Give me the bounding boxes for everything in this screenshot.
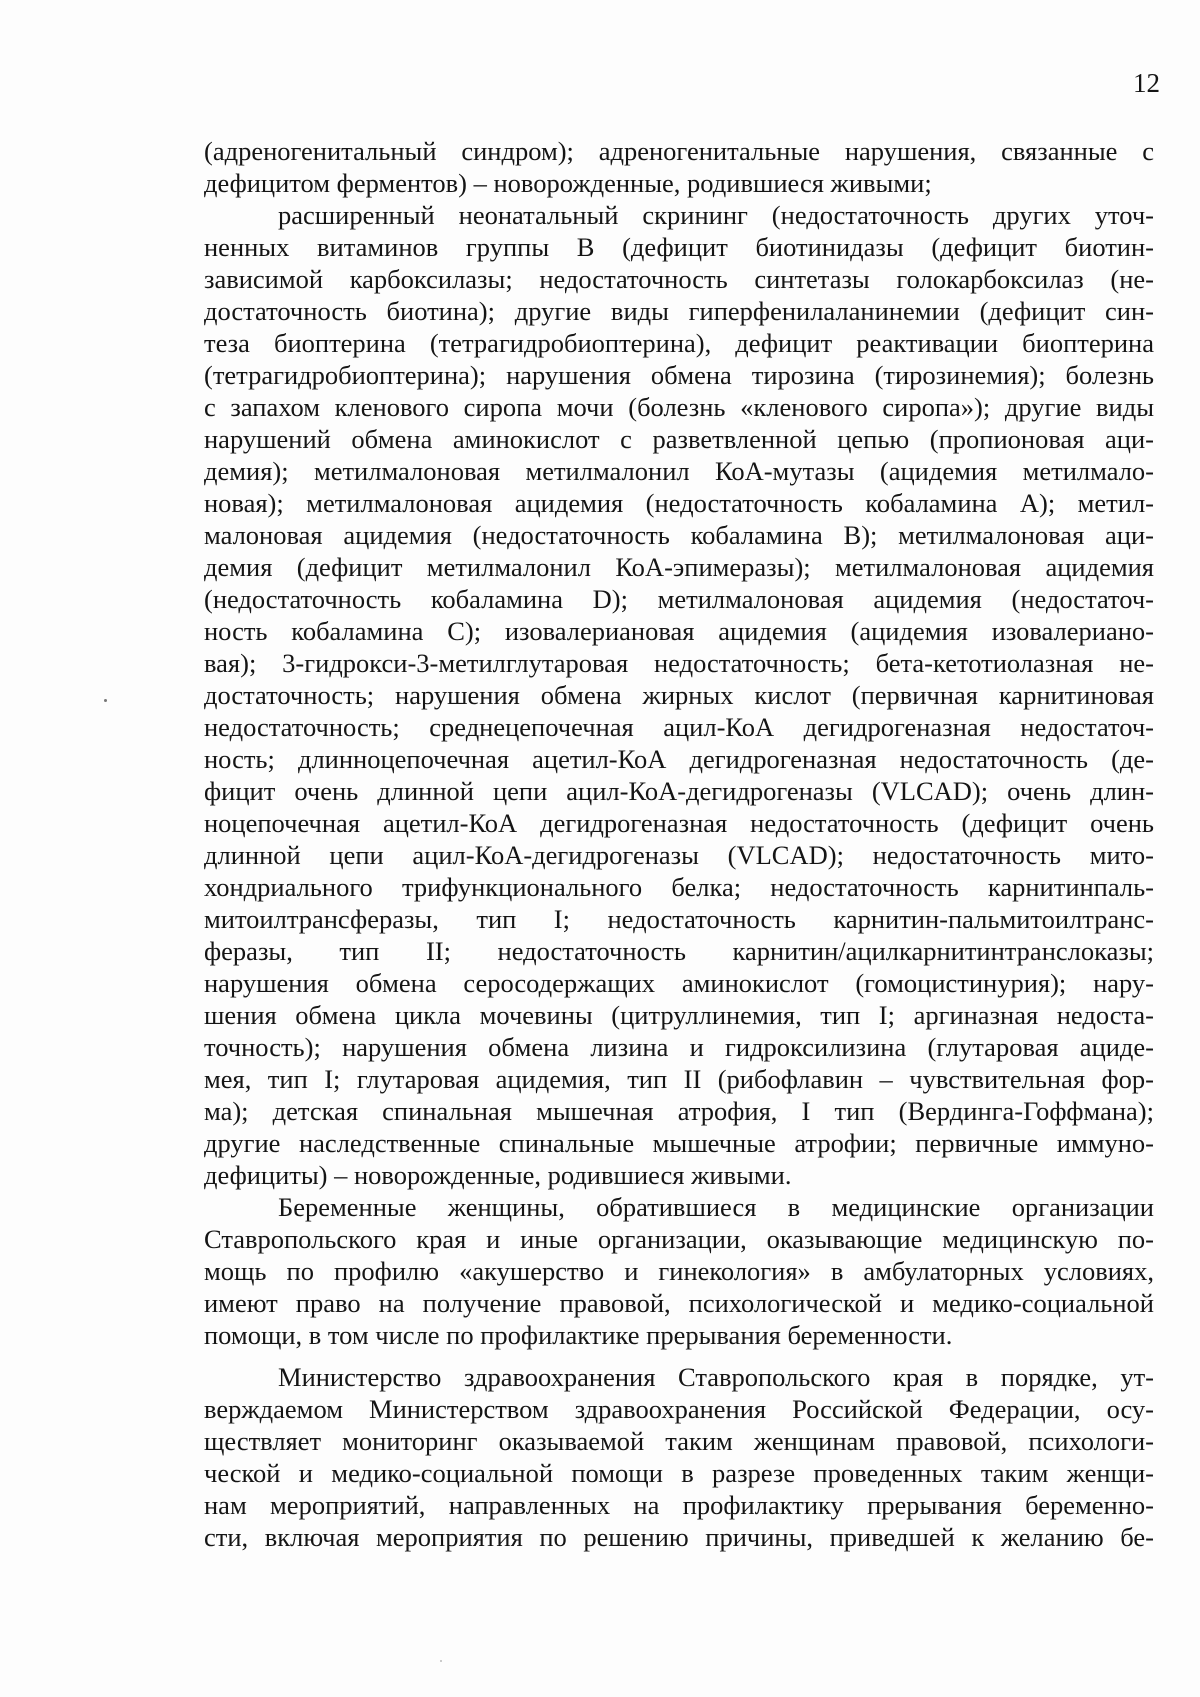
text-line: Ставропольского края и иные организации, оказывающие медицинскую по- bbox=[204, 1224, 1154, 1254]
scan-speck bbox=[104, 699, 107, 702]
text-line: митоилтрансферазы, тип I; недостаточность карнитин-пальмитоилтранс- bbox=[204, 904, 1154, 934]
text-line: сти, включая мероприятия по решению причины, приведшей к желанию бе- bbox=[204, 1522, 1154, 1552]
text-line: другие наследственные спинальные мышечные атрофии; первичные иммуно- bbox=[204, 1128, 1154, 1158]
text-line: демия (дефицит метилмалонил КоА-эпимеразы); метилмалоновая ацидемия bbox=[204, 552, 1154, 582]
text-line: демия); метилмалоновая метилмалонил КоА-мутазы (ацидемия метилмало- bbox=[204, 456, 1154, 486]
text-line: хондриального трифункционального белка; недостаточность карнитинпаль- bbox=[204, 872, 1154, 902]
text-line: ненных витаминов группы В (дефицит биотинидазы (дефицит биотин- bbox=[204, 232, 1154, 262]
text-line: (тетрагидробиоптерина); нарушения обмена тирозина (тирозинемия); болезнь bbox=[204, 360, 1154, 390]
text-line: имеют право на получение правовой, психологической и медико-социальной bbox=[204, 1288, 1154, 1318]
text-line: верждаемом Министерством здравоохранения Российской Федерации, осу- bbox=[204, 1394, 1154, 1424]
text-line: фицит очень длинной цепи ацил-КоА-дегидрогеназы (VLCAD); очень длин- bbox=[204, 776, 1154, 806]
text-line: расширенный неонатальный скрининг (недостаточность других уточ- bbox=[278, 200, 1154, 230]
text-line: ществляет мониторинг оказываемой таким женщинам правовой, психологи- bbox=[204, 1426, 1154, 1456]
text-line: нарушений обмена аминокислот с разветвленной цепью (пропионовая аци- bbox=[204, 424, 1154, 454]
text-line: ность кобаламина С); изовалериановая ацидемия (ацидемия изовалериано- bbox=[204, 616, 1154, 646]
text-line: малоновая ацидемия (недостаточность кобаламина В); метилмалоновая аци- bbox=[204, 520, 1154, 550]
text-line: теза биоптерина (тетрагидробиоптерина), дефицит реактивации биоптерина bbox=[204, 328, 1154, 358]
text-line: вая); 3-гидрокси-3-метилглутаровая недостаточность; бета-кетотиолазная не- bbox=[204, 648, 1154, 678]
scan-speck bbox=[440, 1660, 442, 1662]
text-line: (недостаточность кобаламина D); метилмалоновая ацидемия (недостаточ- bbox=[204, 584, 1154, 614]
text-line: длинной цепи ацил-КоА-дегидрогеназы (VLCAD); недостаточность мито- bbox=[204, 840, 1154, 870]
text-line: дефицитом ферментов) – новорожденные, родившиеся живыми; bbox=[204, 168, 932, 198]
text-line: точность); нарушения обмена лизина и гидроксилизина (глутаровая ациде- bbox=[204, 1032, 1154, 1062]
text-line: достаточность биотина); другие виды гиперфенилаланинемии (дефицит син- bbox=[204, 296, 1154, 326]
text-line: (адреногенитальный синдром); адреногенитальные нарушения, связанные с bbox=[204, 136, 1154, 166]
text-line: ма); детская спинальная мышечная атрофия, I тип (Вердинга-Гоффмана); bbox=[204, 1096, 1154, 1126]
text-line: Министерство здравоохранения Ставропольского края в порядке, ут- bbox=[278, 1362, 1154, 1392]
page-number: 12 bbox=[1133, 68, 1160, 98]
text-line: ноцепочечная ацетил-КоА дегидрогеназная недостаточность (дефицит очень bbox=[204, 808, 1154, 838]
text-line: дефициты) – новорожденные, родившиеся живыми. bbox=[204, 1160, 792, 1190]
text-line: мощь по профилю «акушерство и гинекология» в амбулаторных условиях, bbox=[204, 1256, 1154, 1286]
text-line: ческой и медико-социальной помощи в разрезе проведенных таким женщи- bbox=[204, 1458, 1154, 1488]
text-line: шения обмена цикла мочевины (цитруллинемия, тип I; аргиназная недоста- bbox=[204, 1000, 1154, 1030]
text-line: достаточность; нарушения обмена жирных кислот (первичная карнитиновая bbox=[204, 680, 1154, 710]
text-line: мея, тип I; глутаровая ацидемия, тип II (рибофлавин – чувствительная фор- bbox=[204, 1064, 1154, 1094]
text-line: новая); метилмалоновая ацидемия (недостаточность кобаламина А); метил- bbox=[204, 488, 1154, 518]
text-line: помощи, в том числе по профилактике прерывания беременности. bbox=[204, 1320, 953, 1350]
text-line: Беременные женщины, обратившиеся в медицинские организации bbox=[278, 1192, 1154, 1222]
text-line: феразы, тип II; недостаточность карнитин/ацилкарнитинтранслоказы; bbox=[204, 936, 1154, 966]
text-line: недостаточность; среднецепочечная ацил-КоА дегидрогеназная недостаточ- bbox=[204, 712, 1154, 742]
text-line: с запахом кленового сиропа мочи (болезнь «кленового сиропа»); другие виды bbox=[204, 392, 1154, 422]
text-line: зависимой карбоксилазы; недостаточность синтетазы голокарбоксилаз (не- bbox=[204, 264, 1154, 294]
text-line: нарушения обмена серосодержащих аминокислот (гомоцистинурия); нару- bbox=[204, 968, 1154, 998]
text-line: нам мероприятий, направленных на профилактику прерывания беременно- bbox=[204, 1490, 1154, 1520]
text-line: ность; длинноцепочечная ацетил-КоА дегидрогеназная недостаточность (де- bbox=[204, 744, 1154, 774]
